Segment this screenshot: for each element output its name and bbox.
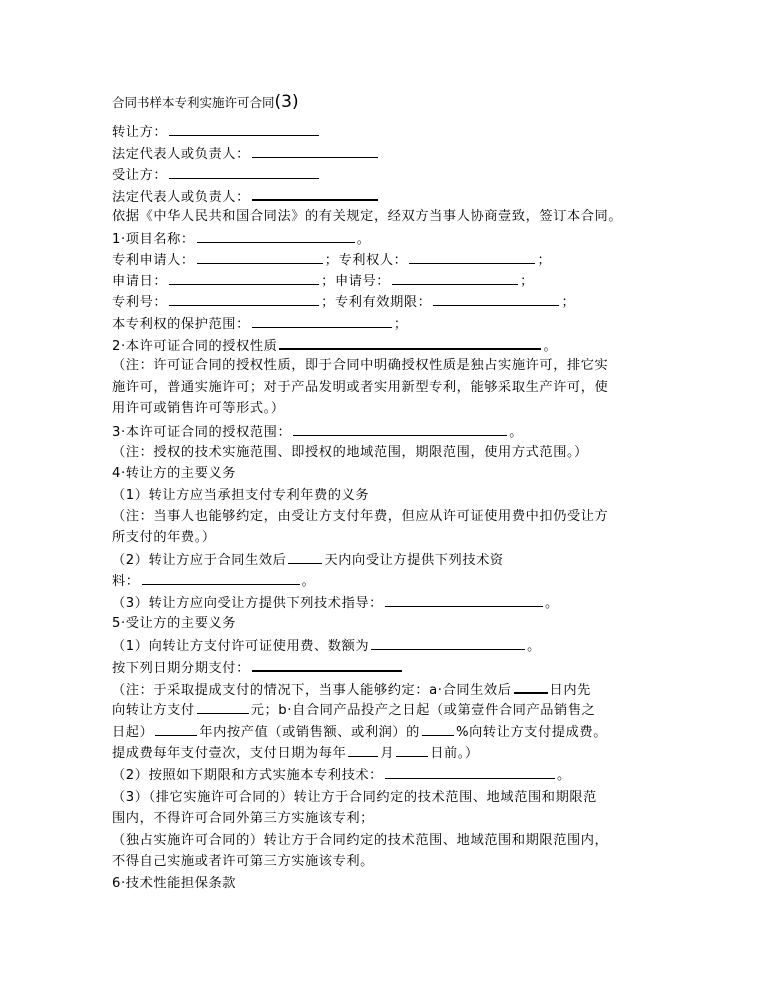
app-date-line [112,271,534,292]
text: %向转让方支付提成费。 [455,725,607,740]
text: 不得自己实施或者许可第三方实施该专利。 [112,854,374,869]
blank-field[interactable] [142,571,300,585]
section-4-2 [112,550,504,571]
label: 法定代表人或负责人： [112,147,250,162]
blank-field[interactable] [371,636,525,650]
section-5-3-line-1 [112,788,597,808]
text: 向转让方支付 [112,703,195,718]
text: 。 [509,425,524,440]
note-4-line-3 [112,722,607,743]
blank-field[interactable] [422,722,454,736]
patent-no-line [112,292,575,313]
note-3-line-2 [112,528,216,548]
blank-field[interactable] [169,122,319,136]
blank-field[interactable] [392,271,518,285]
label: 1·项目名称： [112,232,195,247]
label: （2）按照如下期限和方式实施本专利技术： [112,768,383,783]
blank-field[interactable] [293,422,507,436]
transferee-line [112,165,321,186]
text: 4·转让方的主要义务 [112,466,237,481]
blank-field[interactable] [433,292,559,306]
transferee-rep-line [112,186,380,208]
label: 本专利权的保护范围： [112,317,250,332]
blank-field[interactable] [252,186,378,201]
text: （3）（排它实施许可合同的）转让方于合同约定的技术范围、地域范围和期限范 [112,790,597,805]
note-4-line-2 [112,700,595,721]
applicant-line [112,250,551,271]
section-1 [112,229,371,250]
blank-field[interactable] [169,271,319,285]
label: 3·本许可证合同的授权范围： [112,425,292,440]
text: （2）转让方应于合同生效后 [112,553,287,568]
text: （注：于采取提成支付的情况下，当事人能够约定：a·合同生效后 [112,683,512,698]
blank-field[interactable] [409,250,535,264]
scope-line [112,314,408,335]
text: 。 [543,339,558,354]
section-5-4-line-1 [112,831,608,851]
text: ； [561,295,576,310]
document-title [112,92,299,113]
text: （注：授权的技术实施范围、即授权的地域范围，期限范围，使用方式范围。） [112,445,588,460]
section-5-1 [112,636,541,657]
blank-field[interactable] [252,144,378,158]
text: ； [393,317,408,332]
text: 。 [556,768,571,783]
label: ；专利权人： [324,253,408,268]
note-4-line-1 [112,679,591,701]
label: （1）向转让方支付许可证使用费、数额为 [112,639,370,654]
label: 按下列日期分期支付： [112,661,250,676]
section-4-2-cont [112,571,315,592]
label: 2·本许可证合同的授权性质 [112,339,278,354]
label: 转让方： [112,125,168,140]
text: （注：许可证合同的授权性质，即于合同中明确授权性质是独占实施许可，排它实 [112,358,609,373]
blank-field[interactable] [252,657,402,672]
section-4-heading [112,464,236,484]
label: 受让方： [112,168,168,183]
label: 申请日： [112,274,168,289]
transferor-line [112,122,321,143]
note-1-line-3 [112,399,285,419]
text: 围内，不得许可合同外第三方实施该专利； [112,811,374,826]
text: 施许可，普通实施许可；对于产品发明或者实用新型专利，能够采取生产许可，使 [112,380,609,395]
text: 。 [544,596,559,611]
text: （注：当事人也能够约定，由受让方支付年费，但应从许可证使用费中扣仍受让方 [112,509,609,524]
text: 提成费每年支付壹次，支付日期为每年 [112,746,347,761]
text: （独占实施许可合同的）转让方于合同约定的技术范围、地域范围和期限范围内， [112,833,609,848]
title-number: (3) [274,92,299,112]
text: 月 [380,746,395,761]
text: ； [537,253,552,268]
section-5-1-cont [112,657,404,679]
blank-field[interactable] [197,250,323,264]
text: 年内按产值（或销售额、或利润）的 [199,725,420,740]
section-6-heading [112,874,236,894]
note-2 [112,443,588,463]
label: 料： [112,574,140,589]
section-5-3-line-2 [112,809,374,829]
text: 用许可或销售许可等形式。） [112,401,285,416]
blank-field[interactable] [385,593,543,607]
label: 专利申请人： [112,253,195,268]
label: ；申请号： [321,274,391,289]
text: 天内向受让方提供下列技术资 [324,553,504,568]
blank-field[interactable] [197,229,355,243]
blank-field[interactable] [279,335,541,350]
title-text: 合同书样本专利实施许可合同 [112,95,275,110]
blank-field[interactable] [396,743,428,757]
text: 依据《中华人民共和国合同法》的有关规定，经双方当事人协商壹致，签订本合同。 [112,209,623,224]
text: 元；b·自合同产品投产之日起（或第壹件合同产品销售之 [250,703,596,718]
section-3 [112,422,523,443]
text: 日前。） [430,746,479,761]
section-2 [112,335,557,357]
note-4-line-4 [112,743,479,764]
note-3-line-1 [112,507,608,527]
note-1-line-2 [112,378,608,398]
blank-field[interactable] [385,765,555,779]
blank-field[interactable] [169,165,319,179]
label: 专利号： [112,295,168,310]
blank-field[interactable] [169,292,319,306]
transferor-rep-line [112,144,380,165]
text: ； [520,274,534,289]
blank-field[interactable] [514,679,548,694]
text: 日起） [112,725,154,740]
blank-field[interactable] [155,722,197,736]
note-1-line-1 [112,356,608,376]
label: ；专利有效期限： [321,295,432,310]
text: 。 [301,574,316,589]
blank-field[interactable] [348,743,378,757]
section-5-4-line-2 [112,852,374,872]
text: 日内先 [549,683,591,698]
blank-field[interactable] [252,314,392,328]
text: 。 [527,639,541,654]
section-4-3 [112,593,559,614]
label: 法定代表人或负责人： [112,190,250,205]
text: （1）转让方应当承担支付专利年费的义务 [112,488,370,503]
section-4-1 [112,486,369,506]
blank-field[interactable] [288,550,322,564]
text: 。 [356,232,371,247]
text: 6·技术性能担保条款 [112,876,237,891]
text: 5·受让方的主要义务 [112,616,237,631]
blank-field[interactable] [197,700,249,714]
label: （3）转让方应向受让方提供下列技术指导： [112,596,383,611]
section-5-2 [112,765,571,786]
text: 所支付的年费。） [112,530,216,545]
section-5-heading [112,614,236,634]
preamble [112,207,622,227]
